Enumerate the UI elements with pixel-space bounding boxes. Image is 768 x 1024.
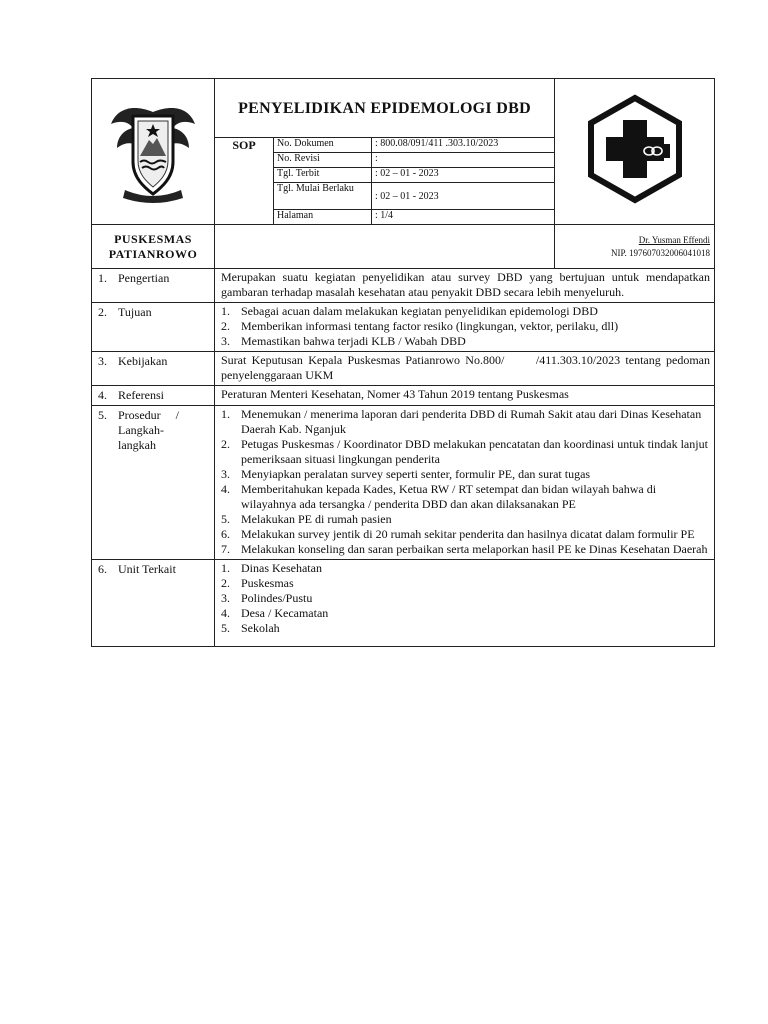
list-item: 1. Menemukan / menerima laporan dari penderita DBD di Rumah Sakit atau dari Dinas Kesehatan Daerah Kab. Nganjuk	[221, 407, 702, 436]
section-row	[92, 386, 715, 406]
organization-line: PUSKESMAS	[114, 231, 192, 246]
list-item: 5. Sekolah	[221, 621, 280, 635]
meta-value: : 800.08/091/411 .303.10/2023	[372, 138, 555, 153]
left-logo-cell	[92, 79, 215, 225]
list-item: 4. Memberitahukan kepada Kades, Ketua RW / RT setempat dan bidan wilayah bahwa di wilayahnya ada tersangka / penderita DBD dan akan dilaksanakan PE	[221, 482, 657, 511]
sop-document	[91, 78, 714, 647]
section-text: Peraturan Menteri Kesehatan, Nomer 43 Tahun 2019 tentang Puskesmas	[215, 386, 715, 406]
section-label: 2. Tujuan	[92, 303, 215, 352]
meta-value: :	[372, 153, 555, 168]
meta-key: No. Revisi	[274, 153, 372, 168]
section-label: 4. Referensi	[92, 386, 215, 406]
sop-label: SOP	[215, 138, 274, 225]
document-title: PENYELIDIKAN EPIDEMOLOGI DBD	[215, 79, 555, 138]
meta-value: : 02 – 01 - 2023	[372, 183, 555, 210]
list-item: 3. Polindes/Pustu	[221, 591, 313, 605]
meta-key: Halaman	[274, 210, 372, 225]
section-list	[215, 303, 715, 352]
section-label: 1. Pengertian	[92, 269, 215, 303]
meta-key: Tgl. Mulai Berlaku	[274, 183, 372, 210]
list-item: 5. Melakukan PE di rumah pasien	[221, 512, 392, 526]
list-item: 7. Melakukan konseling dan saran perbaikan serta melaporkan hasil PE ke Dinas Kesehatan Daerah	[221, 542, 708, 556]
section-row	[92, 406, 715, 560]
meta-value: : 1/4	[372, 210, 555, 225]
signature-block	[555, 225, 715, 269]
section-text: Surat Keputusan Kepala Puskesmas Patianrowo No.800/ /411.303.10/2023 tentang pedoman penyelenggaraan UKM	[215, 352, 715, 386]
section-label: 5. Prosedur / Langkah- langkah	[92, 406, 215, 560]
section-label: 3. Kebijakan	[92, 352, 215, 386]
list-item: 2. Puskesmas	[221, 576, 294, 590]
list-item: 4. Desa / Kecamatan	[221, 606, 329, 620]
organization-name	[92, 225, 215, 269]
section-row	[92, 352, 715, 386]
regency-coat-of-arms-icon	[103, 94, 203, 204]
right-logo-cell	[555, 79, 715, 225]
meta-key: No. Dokumen	[274, 138, 372, 153]
meta-key: Tgl. Terbit	[274, 168, 372, 183]
section-list	[215, 406, 715, 560]
signatory-nip: NIP. 197607032006041018	[611, 247, 711, 258]
section-text: Merupakan suatu kegiatan penyelidikan atau survey DBD yang bertujuan untuk mendapatkan gambaran terhadap masalah kesehatan atau penyakit DBD secara lebih menyeluruh.	[215, 269, 715, 303]
section-row	[92, 560, 715, 647]
meta-value: : 02 – 01 - 2023	[372, 168, 555, 183]
signatory-name: Dr. Yusman Effendi	[638, 234, 711, 245]
list-item: 6. Melakukan survey jentik di 20 rumah sekitar penderita dan hasilnya dicatat dalam formulir PE	[221, 527, 695, 541]
section-row	[92, 303, 715, 352]
list-item: 2. Petugas Puskesmas / Koordinator DBD melakukan pencatatan dan koordinasi untuk tindak lanjut pemeriksaan situasi lingkungan penderita	[221, 437, 708, 466]
list-item: 1. Dinas Kesehatan	[221, 561, 322, 575]
blank-cell	[215, 225, 555, 269]
puskesmas-cross-icon	[580, 94, 690, 204]
list-item: 3. Memastikan bahwa terjadi KLB / Wabah DBD	[221, 334, 466, 348]
list-item: 1. Sebagai acuan dalam melakukan kegiatan penyelidikan epidemologi DBD	[221, 304, 598, 318]
section-row	[92, 269, 715, 303]
section-label: 6. Unit Terkait	[92, 560, 215, 647]
list-item: 2. Memberikan informasi tentang factor resiko (lingkungan, vektor, perilaku, dll)	[221, 319, 619, 333]
list-item: 3. Menyiapkan peralatan survey seperti senter, formulir PE, dan surat tugas	[221, 467, 591, 481]
organization-line: PATIANROWO	[108, 246, 198, 261]
section-list	[215, 560, 715, 647]
